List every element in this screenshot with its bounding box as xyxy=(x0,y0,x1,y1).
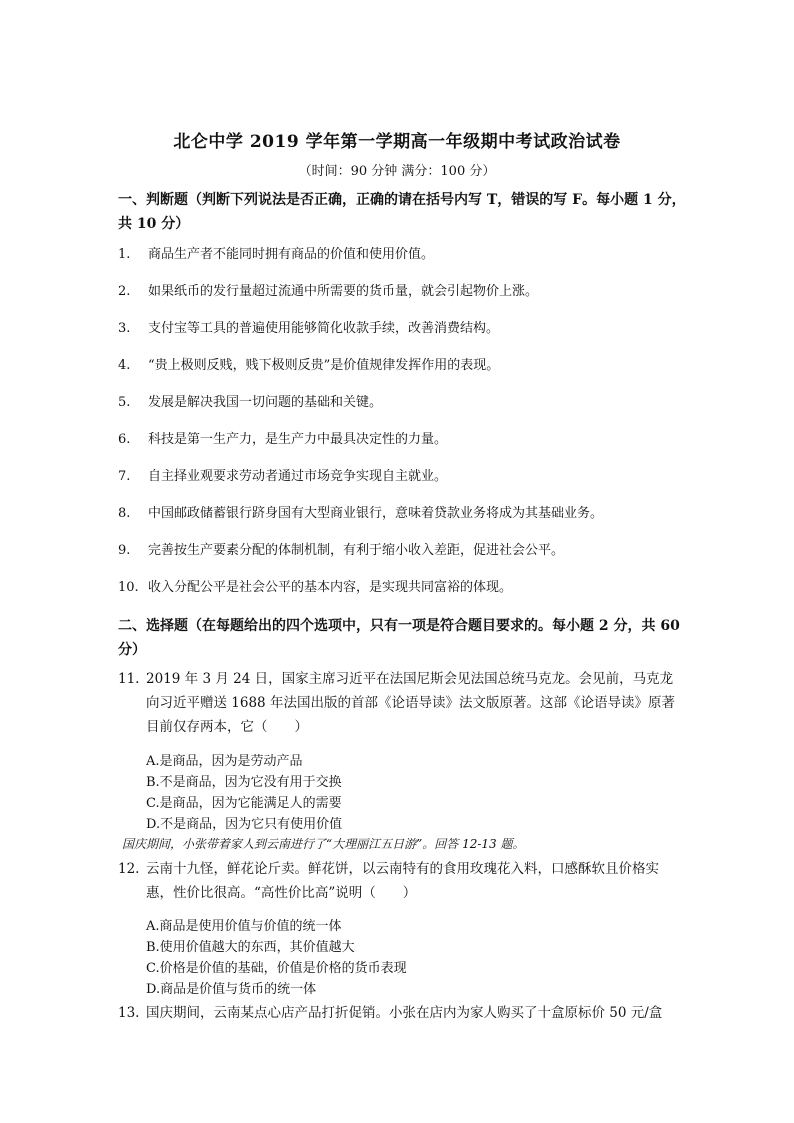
judge-item xyxy=(118,431,688,449)
item-number: 3. xyxy=(118,321,131,336)
judge-item xyxy=(118,357,688,375)
judge-item xyxy=(118,468,688,486)
question-12 xyxy=(118,857,684,905)
item-number: 10. xyxy=(118,580,139,595)
question-number: 12. xyxy=(118,861,140,877)
option-b: B.使用价值越大的东西，其价值越大 xyxy=(146,940,355,955)
item-text: 收入分配公平是社会公平的基本内容，是实现共同富裕的体现。 xyxy=(148,580,513,595)
judge-item xyxy=(118,283,688,301)
item-number: 9. xyxy=(118,543,131,558)
option-b: B.不是商品，因为它没有用于交换 xyxy=(146,775,342,790)
judge-item xyxy=(118,579,688,597)
item-number: 6. xyxy=(118,432,131,447)
option-d: D.不是商品，因为它只有使用价值 xyxy=(146,817,343,832)
item-text: 科技是第一生产力，是生产力中最具决定性的力量。 xyxy=(148,432,448,447)
question-11 xyxy=(118,667,684,739)
judge-item xyxy=(118,505,688,523)
question-number: 13. xyxy=(118,1005,140,1021)
item-number: 7. xyxy=(118,469,131,484)
item-text: 支付宝等工具的普遍使用能够简化收款手续，改善消费结构。 xyxy=(148,321,500,336)
option-d: D.商品是价值与货币的统一体 xyxy=(146,982,317,997)
judge-item xyxy=(118,320,688,338)
exam-title: 北仑中学 2019 学年第一学期高一年级期中考试政治试卷 xyxy=(173,132,621,152)
item-text: 商品生产者不能同时拥有商品的价值和使用价值。 xyxy=(148,247,435,262)
question-number: 11. xyxy=(118,671,140,687)
section-1-heading: 一、判断题（判断下列说法是否正确，正确的请在括号内写 T，错误的写 F。每小题 1 分，共 10 分） xyxy=(118,192,686,232)
item-text: “贵上极则反贱，贱下极则反贵”是价值规律发挥作用的表现。 xyxy=(148,358,500,373)
option-c: C.价格是价值的基础，价值是价格的货币表现 xyxy=(146,961,407,976)
item-text: 中国邮政储蓄银行跻身国有大型商业银行，意味着贷款业务将成为其基础业务。 xyxy=(148,506,604,521)
item-number: 2. xyxy=(118,284,131,299)
item-text: 自主择业观要求劳动者通过市场竞争实现自主就业。 xyxy=(148,469,448,484)
question-stem: 国庆期间，云南某点心店产品打折促销。小张在店内为家人购买了十盒原标价 50 元/盒 xyxy=(146,1005,663,1021)
section-2-heading: 二、选择题（在每题给出的四个选项中，只有一项是符合题目要求的。每小题 2 分，共 60 分） xyxy=(118,618,680,658)
item-number: 1. xyxy=(118,247,131,262)
option-a: A.是商品，因为是劳动产品 xyxy=(146,754,303,769)
option-a: A.商品是使用价值与价值的统一体 xyxy=(146,919,342,934)
item-text: 完善按生产要素分配的体制机制，有利于缩小收入差距，促进社会公平。 xyxy=(148,543,565,558)
exam-subtitle: （时间：90 分钟 满分：100 分） xyxy=(298,164,496,179)
judge-item xyxy=(118,394,688,412)
option-c: C.是商品，因为它能满足人的需要 xyxy=(146,796,342,811)
item-text: 发展是解决我国一切问题的基础和关键。 xyxy=(148,395,383,410)
item-number: 4. xyxy=(118,358,131,373)
question-stem: 2019 年 3 月 24 日，国家主席习近平在法国尼斯会见法国总统马克龙。会见前，马克龙向习近平赠送 1688 年法国出版的首部《论语导读》法文版原著。这部《论语导读》原著目前仅存两本，它（ ） xyxy=(146,671,675,735)
item-text: 如果纸币的发行量超过流通中所需要的货币量，就会引起物价上涨。 xyxy=(148,284,539,299)
question-13 xyxy=(118,1001,684,1025)
question-stem: 云南十九怪，鲜花论斤卖。鲜花饼，以云南特有的食用玫瑰花入料，口感酥软且价格实惠，性价比很高。“高性价比高”说明（ ） xyxy=(146,861,659,901)
context-note: 国庆期间，小张带着家人到云南进行了“大理丽江五日游”。回答 12-13 题。 xyxy=(122,837,525,851)
item-number: 8. xyxy=(118,506,131,521)
judge-item xyxy=(118,542,688,560)
judge-item xyxy=(118,246,688,264)
item-number: 5. xyxy=(118,395,131,410)
